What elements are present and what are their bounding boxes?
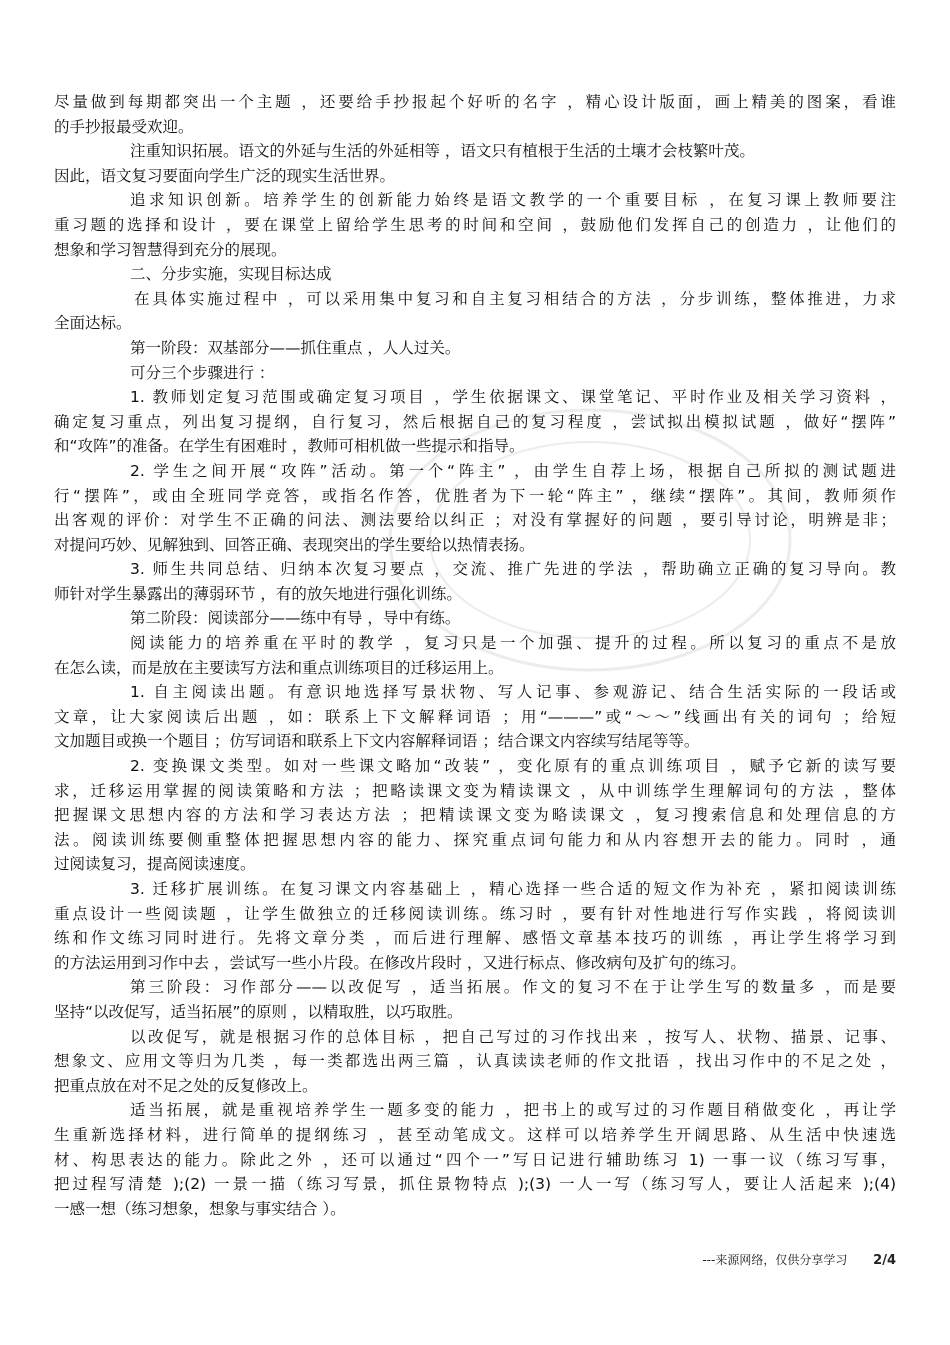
document-body [54, 90, 896, 1221]
text-line: 师针对学生暴露出的薄弱环节 ，有的放矢地进行强化训练。 [54, 584, 462, 603]
text-line: 确定复习重点，列出复习提纲，自行复习，然后根据自己的复习程度 ，尝试拟出模拟试题 ，做好“摆阵” [54, 412, 896, 431]
text-line: 把握课文思想内容的方法和学习表达方法 ；把精读课文变为略读课文 ，复习搜索信息和处理信息的方 [54, 806, 896, 825]
text-line: 3. 师生共同总结、归纳本次复习要点 ，交流、推广先进的学法 ，帮助确立正确的复习导向。教 [130, 560, 896, 579]
text-line: 的方法运用到习作中去 ，尝试写一些小片段。在修改片段时 ，又进行标点、修改病句及扩句的练习。 [54, 953, 746, 972]
page-number: 2/4 [873, 1253, 896, 1268]
text-line: 练和作文练习同时进行。先将文章分类 ，而后进行理解、感悟文章基本技巧的训练 ，再让学生将学习到 [54, 929, 896, 948]
text-line: 追求知识创新。培养学生的创新能力始终是语文教学的一个重要目标 ，在复习课上教师要注 [130, 191, 896, 210]
text-line: 全面达标。 [54, 314, 132, 333]
page-footer [702, 1251, 896, 1268]
text-line: 材、构思表达的能力。除此之外 ，还可以通过“四个一”写日记进行辅助练习 1) 一事一议（练习写事， [54, 1150, 896, 1169]
text-line: 过阅读复习，提高阅读速度。 [54, 855, 256, 874]
text-line: 重点设计一些阅读题 ，让学生做独立的迁移阅读训练。练习时 ，要有针对性地进行写作实践 ，将阅读训 [54, 904, 896, 923]
text-line: 尽量做到每期都突出一个主题 ，还要给手抄报起个好听的名字 ，精心设计版面，画上精美的图案，看谁 [54, 93, 896, 111]
text-line: 1. 自主阅读出题。有意识地选择写景状物、写人记事、参观游记、结合生活实际的一段话或 [130, 683, 896, 702]
text-line: 文章，让大家阅读后出题 ，如：联系上下文解释词语 ；用“———”或“～～”线画出有关的词句 ；给短 [54, 707, 896, 726]
text-line: 想象文、应用文等归为几类 ，每一类都选出两三篇 ，认真读读老师的作文批语 ，找出习作中的不足之处 ， [54, 1052, 896, 1071]
text-line: 适当拓展，就是重视培养学生一题多变的能力 ，把书上的或写过的习作题目稍做变化 ，再让学 [130, 1101, 896, 1120]
text-line: 第一阶段：双基部分——抓住重点 ，人人过关。 [130, 338, 461, 357]
text-line: 二、分步实施，实现目标达成 [130, 265, 332, 284]
text-line: 坚持“以改促写，适当拓展”的原则 ，以精取胜，以巧取胜。 [54, 1002, 463, 1021]
text-line: 因此，语文复习要面向学生广泛的现实生活世界。 [54, 166, 396, 185]
text-line: 对提问巧妙、见解独到、回答正确、表现突出的学生要给以热情表扬。 [54, 535, 535, 554]
text-line: 行“摆阵”，或由全班同学竞答，或指名作答，优胜者为下一轮“阵主” ，继续“摆阵”。其间，教师须作 [54, 486, 896, 505]
text-line: 把重点放在对不足之处的反复修改上。 [54, 1076, 318, 1095]
text-line: 第二阶段：阅读部分——练中有导 ，导中有练。 [130, 609, 461, 628]
text-line: 把过程写清楚 );(2) 一景一描（练习写景，抓住景物特点 );(3) 一人一写（练习写人，要让人活起来 );(4) [54, 1175, 896, 1194]
source-note: ---来源网络，仅供分享学习 [702, 1253, 848, 1267]
text-line: 想象和学习智慧得到充分的展现。 [54, 240, 287, 259]
text-line: 第三阶段：习作部分——以改促写 ，适当拓展。作文的复习不在于让学生写的数量多 ，而是要 [130, 978, 896, 997]
text-line: 可分三个步骤进行 ： [130, 363, 275, 382]
text-line: 2. 学生之间开展“攻阵”活动。第一个“阵主” ，由学生自荐上场，根据自己所拟的测试题进 [130, 461, 896, 480]
text-line: 在怎么读，而是放在主要读写方法和重点训练项目的迁移运用上。 [54, 658, 504, 677]
text-line: 1. 教师划定复习范围或确定复习项目 ，学生依据课文、课堂笔记、平时作业及相关学习资料 ， [130, 388, 896, 407]
text-line: 阅读能力的培养重在平时的教学 ，复习只是一个加强、提升的过程。所以复习的重点不是放 [130, 634, 896, 653]
text-line: 求，迁移运用掌握的阅读策略和方法 ；把略读课文变为精读课文 ，从中训练学生理解词句的方法 ，整体 [54, 781, 896, 800]
text-line: 以改促写，就是根据习作的总体目标 ，把自己写过的习作找出来 ，按写人、状物、描景、记事、 [130, 1027, 896, 1046]
text-line: 2. 变换课文类型。如对一些课文略加“改装” ，变化原有的重点训练项目 ，赋予它新的读写要 [130, 757, 896, 776]
text-line: 出客观的评价：对学生不正确的问法、测法要给以纠正 ；对没有掌握好的问题 ，要引导讨论，明辨是非； [54, 511, 896, 530]
text-line: 生重新选择材料，进行简单的提纲练习 ，甚至动笔成文。这样可以培养学生开阔思路、从生活中快速选 [54, 1125, 896, 1144]
text-line: 文加题目或换一个题目 ；仿写词语和联系上下文内容解释词语 ；结合课文内容续写结尾等等。 [54, 732, 700, 751]
text-line: 3. 迁移扩展训练。在复习课文内容基础上 ，精心选择一些合适的短文作为补充 ，紧扣阅读训练 [130, 880, 896, 898]
text-line: 一感一想（练习想象，想象与事实结合 ）。 [54, 1199, 346, 1218]
text-line: 重习题的选择和设计 ，要在课堂上留给学生思考的时间和空间 ，鼓励他们发挥自己的创造力 ，让他们的 [54, 215, 896, 234]
text-line: 法。阅读训练要侧重整体把握思想内容的能力、探究重点词句能力和从内容想开去的能力。同时 ，通 [54, 830, 896, 849]
text-line: 和“攻阵”的准备。在学生有困难时 ，教师可相机做一些提示和指导。 [54, 437, 525, 456]
text-line: 在具体实施过程中 ，可以采用集中复习和自主复习相结合的方法 ，分步训练，整体推进，力求 [134, 289, 896, 308]
text-line: 注重知识拓展。语文的外延与生活的外延相等 ，语文只有植根于生活的土壤才会枝繁叶茂。 [130, 142, 755, 161]
text-line: 的手抄报最受欢迎。 [54, 117, 194, 136]
